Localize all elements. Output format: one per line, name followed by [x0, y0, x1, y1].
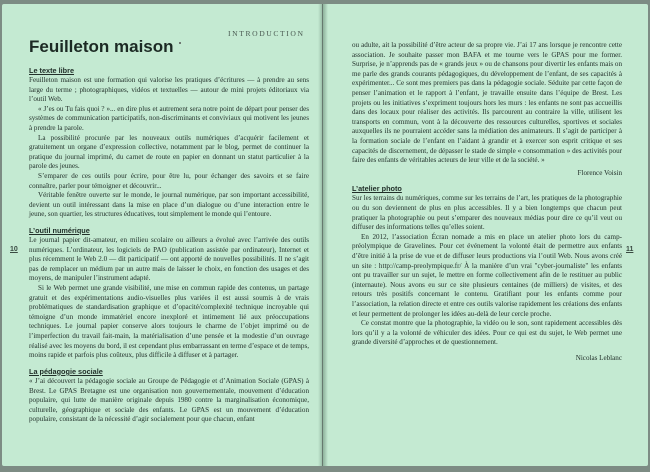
paragraph: « J’ai découvert la pédagogie sociale au Groupe de Pédagogie et d’Animation Sociale (GPAS) à Brest. Le GPAS Bretagne est une organisation non gouvernementale, mouvement d’éducation populaire, qui lutte de manière originale depuis 1980 contre la marginalisation économique, culturelle, géographique et sociale des enfants. Le GPAS est un mouvement d’éducation populaire, consistant de la nécessité d’agir socialement pour que chacun, enfant — [29, 376, 309, 424]
page-number-right: 11 — [626, 246, 634, 253]
author-signature: Nicolas Leblanc — [575, 353, 622, 362]
right-column — [352, 41, 622, 370]
section-heading: L’outil numérique — [29, 226, 90, 235]
page-title: Feuilleton maison — [29, 37, 174, 56]
running-head: INTRODUCTION — [228, 29, 305, 38]
section-atelier-photo — [352, 184, 622, 363]
section-heading: L’atelier photo — [352, 184, 402, 194]
paragraph: Sur les terrains du numériques, comme sur les terrains de l’art, les pratiques de la photographie ou du son deviennent de plus en plus accessibles. Il y a bien longtemps que chacun peut pratiquer la photographie ou peut s’emparer des nouveaux médias pour dire ce qu’il veut ou diffuser des informations telles qu’elles soient. — [352, 194, 622, 232]
section-pedagogie-sociale — [29, 367, 309, 425]
book-gutter — [318, 4, 328, 466]
paragraph: Le journal papier dit-amateur, en milieu scolaire ou ailleurs a évolué avec l’arrivée des outils numériques. L’ordinateur, les logiciels de PAO (publication assistée par ordinateur), Internet et plus récemment le Web 2.0 — dit participatif — ont apporté de nouvelles possibilités. Il ne s’agit pas de remplacer un médium par un autre mais de laisser le choix, en fonction des usages et des moyens, de manipuler l’instrument adapté. — [29, 236, 309, 283]
left-column — [29, 66, 309, 431]
section-outil-numerique — [29, 226, 309, 361]
ink-speck — [179, 42, 181, 44]
page-number-left: 10 — [10, 246, 18, 253]
paragraph: « J’es ou Tu fais quoi ? »... en dire plus et autrement sera notre point de départ pour penser des systèmes de communication participatifs, non-discriminants et conviviaux qui motivent les jeunes à prendre la parole. — [29, 104, 309, 133]
paragraph: Si le Web permet une grande visibilité, une mise en commun rapide des contenus, un partage gratuit et des expérimentations audio-visuelles plus variées il est aussi soumis à de vrais problématiques de standardisation graphique et d’opacité/complexité technique incroyable qui témoigne d’un monde immatériel encore inexploré et intimement lié aux préoccupations techniques. Le journal papier conserve alors toujours le charme de l’objet imprimé ou de l’imperfection du travail fait-main, la matérialisation d’une pensée et la modestie d’un ouvrage réalisé avec les moyens du bord, il est cependant plus embarrassant en terme d’espace et de temps, moins rapide et parfois plus coûteux, plus difficile à diffuser et à partager. — [29, 284, 309, 360]
paragraph: S’emparer de ces outils pour écrire, pour être lu, pour échanger des savoirs et se faire connaître, parler pour témoigner et découvrir... — [29, 172, 309, 190]
section-heading: Le texte libre — [29, 66, 75, 75]
paragraph: En 2012, l’association Écran nomade a mis en place un atelier photo lors du camp-préolympique de Gravelines. Pour cet événement la volonté était de permettre aux enfants d’être initié à la prise de vue et de diffuser leurs productions via l’outil Web. Nous avons créé un site : http://camp-preolympique.fr/ À la manière d’un vrai "cyber-journaliste" les enfants ont pu travailler sur un sujet, le mettre en forme collectivement afin de le restituer au public (internaute). Nous avons eu sur ce site plusieurs centaines (de milliers) de visites, et des retours très positifs concernant le contenu. Gratifiant pour les enfants comme pour l’association, la relation directe et entre ces outils valorise rapidement les créations des enfants et leur permettent de prolonger les idées au-delà de leur cercle proche. — [352, 232, 622, 318]
paragraph: Feuilleton maison est une formation qui valorise les pratiques d’écritures — à prendre au sens large du terme ; photographiques, vidéos et textuelles — autour de mini projets éditoriaux via l’outil Web. — [29, 76, 309, 104]
section-heading: La pédagogie sociale — [29, 366, 103, 376]
paragraph: La possibilité procurée par les nouveaux outils numériques d’acquérir facilement et gratuitement un organe d’expression collective, notamment par le blog, permet de continuer la pratique du journal imprimé, du carnet de route en papier en donnant un statut particulier à la parole des jeunes. — [29, 133, 309, 171]
paragraph: Ce constat montre que la photographie, la vidéo ou le son, sont rapidement accessibles dès lors qu’il y a la volonté de véhiculer des idées. Pour ce qui est du sujet, le Web permet une grande diversité d’approches et de questionnement. — [352, 319, 622, 347]
author-signature: Florence Voisin — [577, 168, 622, 177]
paragraph: Véritable fenêtre ouverte sur le monde, le journal numérique, par son important accessibilité, devient un outil intéressant dans la mise en place d’un dialogue ou d’une interaction entre le jeune, son quartier, les structures éducatives, tout simplement le monde qui l’entoure. — [29, 191, 309, 219]
section-pedagogie-continued — [352, 41, 622, 178]
section-texte-libre — [29, 66, 309, 220]
paragraph: ou adulte, ait la possibilité d’être acteur de sa propre vie. J’ai 17 ans lorsque je rencontre cette association. Je souhaite passer mon BAFA et me tourne vers le GPAS pour me former. Surprise, je n’apprends pas de « grands jeux » ou de chansons pour divertir les enfants mais on me parle des grands courants pédagogiques, du développement de l’enfant, de ses capacités à expérimenter... Ce sont mes premiers pas dans la pédagogie sociale. Séduite par cette façon de penser l’animation et le rapport à l’enfant, je travaille ensuite dans l’équipe de Brest. Les projets ou les initiatives s’expriment toujours hors les murs : les enfants ne sont pas accueillis dans des locaux pour réaliser des activités. Ils parcourent au contraire la ville, utilisent les transports en commun, vont à la découverte des ressources culturelles, sportives et sociales auxquelles ils ne pourraient accéder sans la médiation des animateurs. Il s’agit de participer à la formation sociale de l’enfant en l’aidant à grandir et à exercer son esprit critique et ses capacités de discernement, de dépasser le stade de simple « consommation » des activités pour faire des enfants de véritables acteurs de leur ville et de la société. » — [352, 41, 622, 165]
